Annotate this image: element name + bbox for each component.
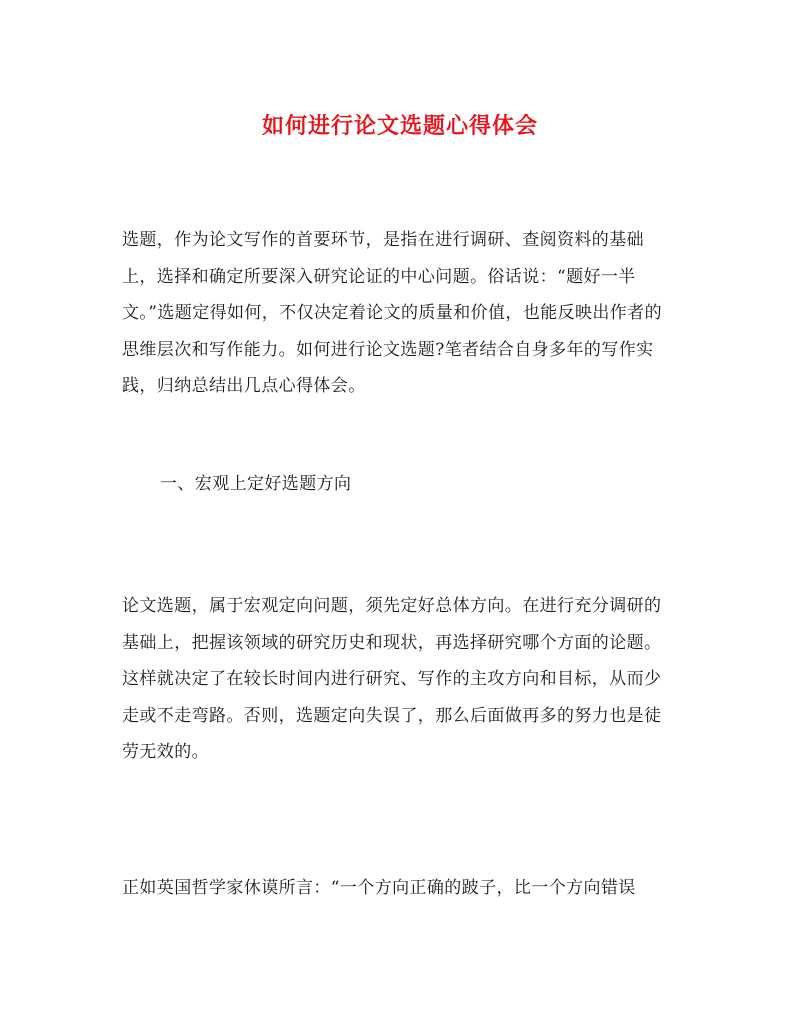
section-heading-1: 一、宏观上定好选题方向 xyxy=(160,474,352,494)
paragraph-quote: 正如英国哲学家休谟所言：“一个方向正确的跛子，比一个方向错误 xyxy=(122,878,636,898)
paragraph-section-1: 论文选题，属于宏观定向问题，须先定好总体方向。在进行充分调研的基础上，把握该领域的研究历史和现状，再选择研究哪个方面的论题。这样就决定了在较长时间内进行研究、写作的主攻方向和目标，从而少走或不走弯路。否则，选题定向失误了，那么后面做再多的努力也是徒劳无效的。 xyxy=(122,596,662,762)
document-title: 如何进行论文选题心得体会 xyxy=(261,113,538,139)
paragraph-intro: 选题，作为论文写作的首要环节，是指在进行调研、查阅资料的基础上，选择和确定所要深入研究论证的中心问题。俗话说：“题好一半文。”选题定得如何，不仅决定着论文的质量和价值，也能反映出作者的思维层次和写作能力。如何进行论文选题?笔者结合自身多年的写作实践，归纳总结出几点心得体会。 xyxy=(122,230,662,396)
